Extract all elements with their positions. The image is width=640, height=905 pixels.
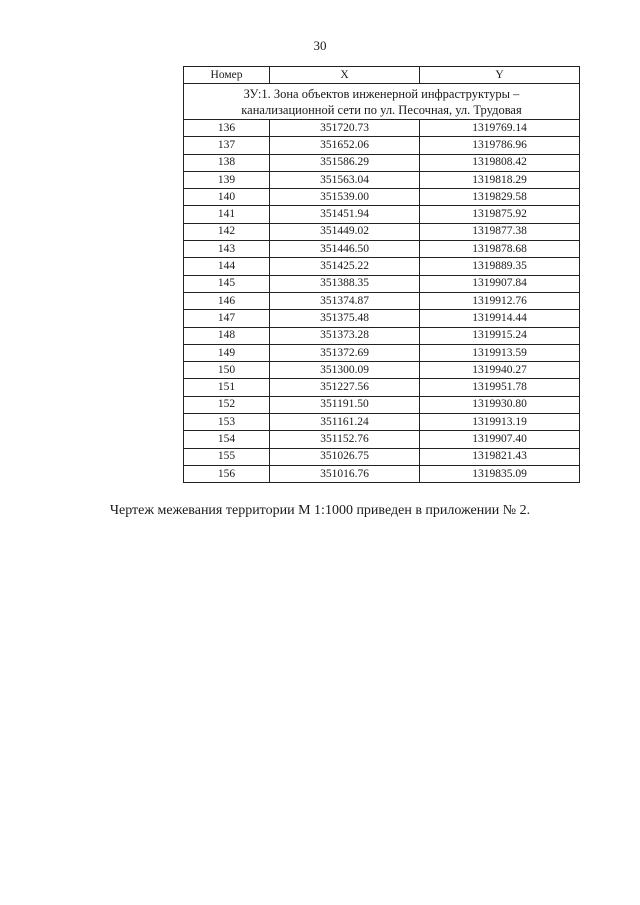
point-number-cell: 151 <box>184 379 270 396</box>
y-coordinate-cell: 1319769.14 <box>420 120 580 137</box>
y-coordinate-cell: 1319878.68 <box>420 241 580 258</box>
x-coordinate-cell: 351300.09 <box>270 362 420 379</box>
point-number-cell: 140 <box>184 189 270 206</box>
y-coordinate-cell: 1319930.80 <box>420 396 580 413</box>
point-number-cell: 141 <box>184 206 270 223</box>
y-coordinate-cell: 1319951.78 <box>420 379 580 396</box>
point-number-cell: 145 <box>184 275 270 292</box>
section-title-line2: канализационной сети по ул. Песочная, ул. Трудовая <box>241 102 522 117</box>
table-row <box>184 310 580 327</box>
point-number-cell: 142 <box>184 223 270 240</box>
header-y: Y <box>420 67 580 84</box>
table-row <box>184 154 580 171</box>
y-coordinate-cell: 1319818.29 <box>420 171 580 188</box>
x-coordinate-cell: 351449.02 <box>270 223 420 240</box>
point-number-cell: 156 <box>184 465 270 482</box>
y-coordinate-cell: 1319915.24 <box>420 327 580 344</box>
point-number-cell: 143 <box>184 241 270 258</box>
y-coordinate-cell: 1319877.38 <box>420 223 580 240</box>
table-row <box>184 292 580 309</box>
x-coordinate-cell: 351373.28 <box>270 327 420 344</box>
header-row <box>184 67 580 84</box>
table-row <box>184 258 580 275</box>
table-row <box>184 465 580 482</box>
x-coordinate-cell: 351652.06 <box>270 137 420 154</box>
header-x: X <box>270 67 420 84</box>
y-coordinate-cell: 1319821.43 <box>420 448 580 465</box>
x-coordinate-cell: 351026.75 <box>270 448 420 465</box>
y-coordinate-cell: 1319914.44 <box>420 310 580 327</box>
table-row <box>184 206 580 223</box>
table-row <box>184 137 580 154</box>
table-row <box>184 344 580 361</box>
point-number-cell: 136 <box>184 120 270 137</box>
table-row <box>184 171 580 188</box>
y-coordinate-cell: 1319913.19 <box>420 414 580 431</box>
x-coordinate-cell: 351563.04 <box>270 171 420 188</box>
point-number-cell: 153 <box>184 414 270 431</box>
point-number-cell: 138 <box>184 154 270 171</box>
point-number-cell: 147 <box>184 310 270 327</box>
table-row <box>184 223 580 240</box>
table-row <box>184 241 580 258</box>
y-coordinate-cell: 1319907.84 <box>420 275 580 292</box>
table-row <box>184 431 580 448</box>
point-number-cell: 139 <box>184 171 270 188</box>
section-title <box>184 84 580 120</box>
y-coordinate-cell: 1319786.96 <box>420 137 580 154</box>
x-coordinate-cell: 351374.87 <box>270 292 420 309</box>
x-coordinate-cell: 351375.48 <box>270 310 420 327</box>
point-number-cell: 149 <box>184 344 270 361</box>
x-coordinate-cell: 351191.50 <box>270 396 420 413</box>
table-row <box>184 396 580 413</box>
x-coordinate-cell: 351425.22 <box>270 258 420 275</box>
point-number-cell: 137 <box>184 137 270 154</box>
x-coordinate-cell: 351161.24 <box>270 414 420 431</box>
y-coordinate-cell: 1319940.27 <box>420 362 580 379</box>
page-number: 30 <box>313 38 327 53</box>
table-row <box>184 379 580 396</box>
section-title-line1: ЗУ:1. Зона объектов инженерной инфраструктуры – <box>243 86 520 101</box>
table-row <box>184 414 580 431</box>
drawing-note: Чертеж межевания территории М 1:1000 приведен в приложении № 2. <box>109 503 531 518</box>
table-header <box>184 67 580 84</box>
point-number-cell: 144 <box>184 258 270 275</box>
y-coordinate-cell: 1319808.42 <box>420 154 580 171</box>
y-coordinate-cell: 1319829.58 <box>420 189 580 206</box>
y-coordinate-cell: 1319889.35 <box>420 258 580 275</box>
table-row <box>184 327 580 344</box>
section-row <box>184 84 580 120</box>
y-coordinate-cell: 1319912.76 <box>420 292 580 309</box>
x-coordinate-cell: 351372.69 <box>270 344 420 361</box>
y-coordinate-cell: 1319835.09 <box>420 465 580 482</box>
x-coordinate-cell: 351720.73 <box>270 120 420 137</box>
table-row <box>184 189 580 206</box>
point-number-cell: 150 <box>184 362 270 379</box>
x-coordinate-cell: 351388.35 <box>270 275 420 292</box>
y-coordinate-cell: 1319913.59 <box>420 344 580 361</box>
point-number-cell: 146 <box>184 292 270 309</box>
x-coordinate-cell: 351016.76 <box>270 465 420 482</box>
point-number-cell: 154 <box>184 431 270 448</box>
point-number-cell: 148 <box>184 327 270 344</box>
table-row <box>184 120 580 137</box>
point-number-cell: 152 <box>184 396 270 413</box>
x-coordinate-cell: 351227.56 <box>270 379 420 396</box>
point-number-cell: 155 <box>184 448 270 465</box>
y-coordinate-cell: 1319907.40 <box>420 431 580 448</box>
table-row <box>184 448 580 465</box>
coordinates-table <box>183 66 580 483</box>
y-coordinate-cell: 1319875.92 <box>420 206 580 223</box>
x-coordinate-cell: 351451.94 <box>270 206 420 223</box>
x-coordinate-cell: 351539.00 <box>270 189 420 206</box>
header-number: Номер <box>184 67 270 84</box>
x-coordinate-cell: 351586.29 <box>270 154 420 171</box>
x-coordinate-cell: 351446.50 <box>270 241 420 258</box>
table-row <box>184 275 580 292</box>
table-body <box>184 84 580 483</box>
x-coordinate-cell: 351152.76 <box>270 431 420 448</box>
table-row <box>184 362 580 379</box>
